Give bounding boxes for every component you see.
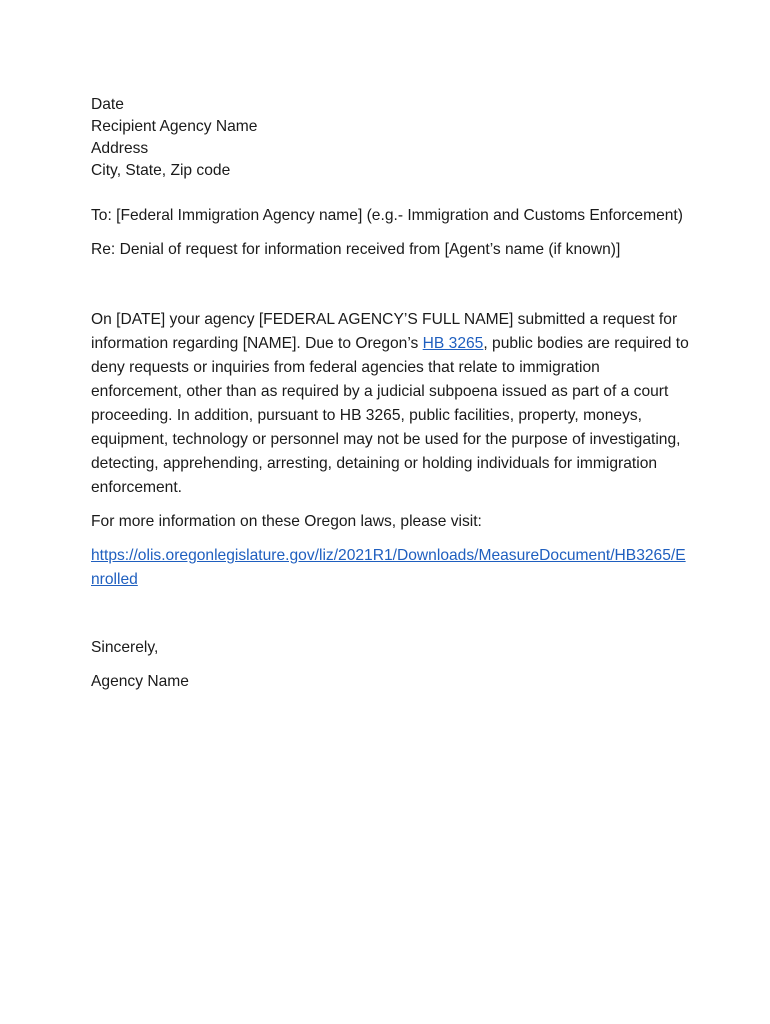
date-line: Date: [91, 96, 124, 113]
letter-header: [91, 94, 691, 182]
body-text-part1: On [DATE] your agency [FEDERAL AGENCY’S FULL NAME] submitted a request for information regarding [NAME]. Due to Oregon’s: [91, 311, 678, 352]
address-line: Address: [91, 140, 149, 157]
city-state-zip-line: City, State, Zip code: [91, 162, 231, 179]
letter-content: [91, 94, 691, 694]
url-line: [91, 544, 691, 592]
legislature-url-link[interactable]: https://olis.oregonlegislature.gov/liz/2021R1/Downloads/MeasureDocument/HB3265/Enrolled: [91, 547, 686, 588]
hb3265-link[interactable]: HB 3265: [422, 335, 484, 352]
to-line: To: [Federal Immigration Agency name] (e.g.- Immigration and Customs Enforcement): [91, 207, 683, 224]
closing-line: Sincerely,: [91, 639, 159, 656]
more-info-line: For more information on these Oregon laws, please visit:: [91, 513, 482, 530]
body-paragraph: [91, 308, 691, 500]
body-text-part2: , public bodies are required to deny requests or inquiries from federal agencies that relate to immigration enforcement, other than as required by a judicial subpoena issued as part of a court proceeding. In addition, pursuant to HB 3265, public facilities, property, moneys, equipment, technology or personnel may not be used for the purpose of investigating, detecting, apprehending, arresting, detaining or holding individuals for immigration enforcement.: [91, 335, 689, 496]
re-line: Re: Denial of request for information received from [Agent’s name (if known)]: [91, 241, 621, 258]
signature-line: Agency Name: [91, 673, 189, 690]
recipient-line: Recipient Agency Name: [91, 118, 258, 135]
